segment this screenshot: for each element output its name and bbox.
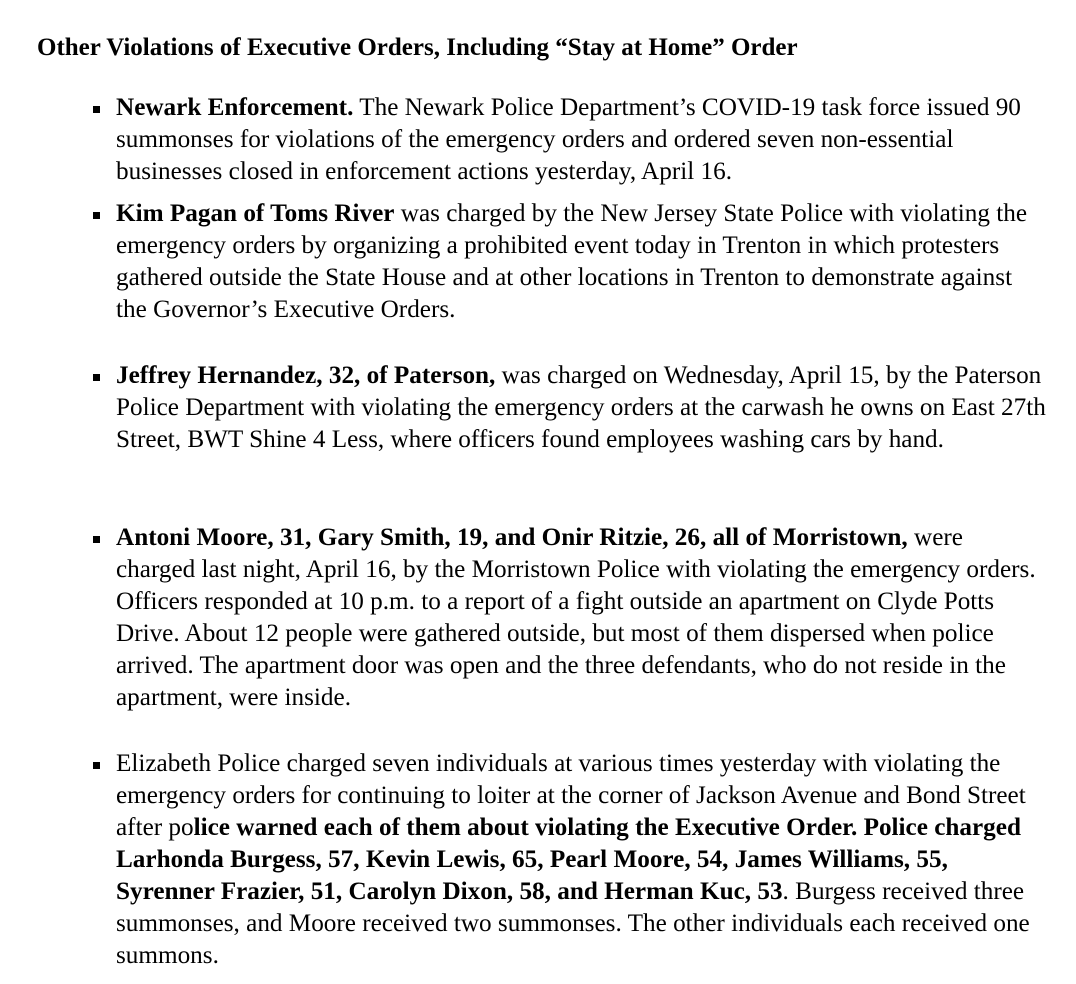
bullet-icon: [93, 106, 100, 113]
bullet-icon: [93, 536, 100, 543]
item-text: was charged on Wednesday, April 15, by the Paterson Police Department with violating the emergency orders at the carwash he owns on East 27th Street, BWT Shine 4 Less, where officers found employees washing cars by hand.: [116, 362, 1046, 453]
item-lead: Antoni Moore, 31, Gary Smith, 19, and Onir Ritzie, 26, all of Morristown,: [116, 524, 908, 551]
item-text: The Newark Police Department’s COVID-19 task force issued 90 summonses for violations of the emergency orders and ordered seven non-essential businesses closed in enforcement actions yesterday, April 16.: [116, 94, 1021, 185]
bullet-icon: [93, 212, 100, 219]
list-item-newark: [116, 92, 1046, 188]
item-bold-names: lice warned each of them about violating the Executive Order. Police charged Larhonda Burgess, 57, Kevin Lewis, 65, Pearl Moore, 54, James Williams, 55, Syrenner Frazier, 51, Carolyn Dixon, 58, and Herman Kuc, 53: [116, 814, 1021, 905]
item-text: were charged last night, April 16, by the Morristown Police with violating the emergency orders. Officers responded at 10 p.m. to a report of a fight outside an apartment on Clyde Potts Drive. About 12 people were gathered outside, but most of them dispersed when police arrived. The apartment door was open and the three defendants, who do not reside in the apartment, were inside.: [116, 524, 1036, 711]
list-item-hernandez: [116, 360, 1046, 456]
bullet-icon: [93, 374, 100, 381]
item-text: was charged by the New Jersey State Police with violating the emergency orders by organizing a prohibited event today in Trenton in which protesters gathered outside the State House and at other locations in Trenton to demonstrate against the Governor’s Executive Orders.: [116, 200, 1028, 323]
item-text-start: Elizabeth Police charged seven individuals at various times yesterday with violating the emergency orders for continuing to loiter at the corner of Jackson Avenue and Bond Street after po: [116, 750, 1026, 841]
list-item-pagan: [116, 198, 1046, 326]
item-lead: Jeffrey Hernandez, 32, of Paterson,: [116, 362, 496, 389]
bullet-icon: [93, 762, 100, 769]
item-lead: Newark Enforcement.: [116, 94, 354, 121]
list-item-morristown: [116, 522, 1046, 714]
list-item-elizabeth: [116, 748, 1046, 972]
item-lead: Kim Pagan of Toms River: [116, 200, 395, 227]
item-text: . Burgess received three summonses, and Moore received two summonses. The other individuals each received one summons.: [116, 878, 1030, 969]
section-heading: Other Violations of Executive Orders, Including “Stay at Home” Order: [37, 34, 798, 61]
